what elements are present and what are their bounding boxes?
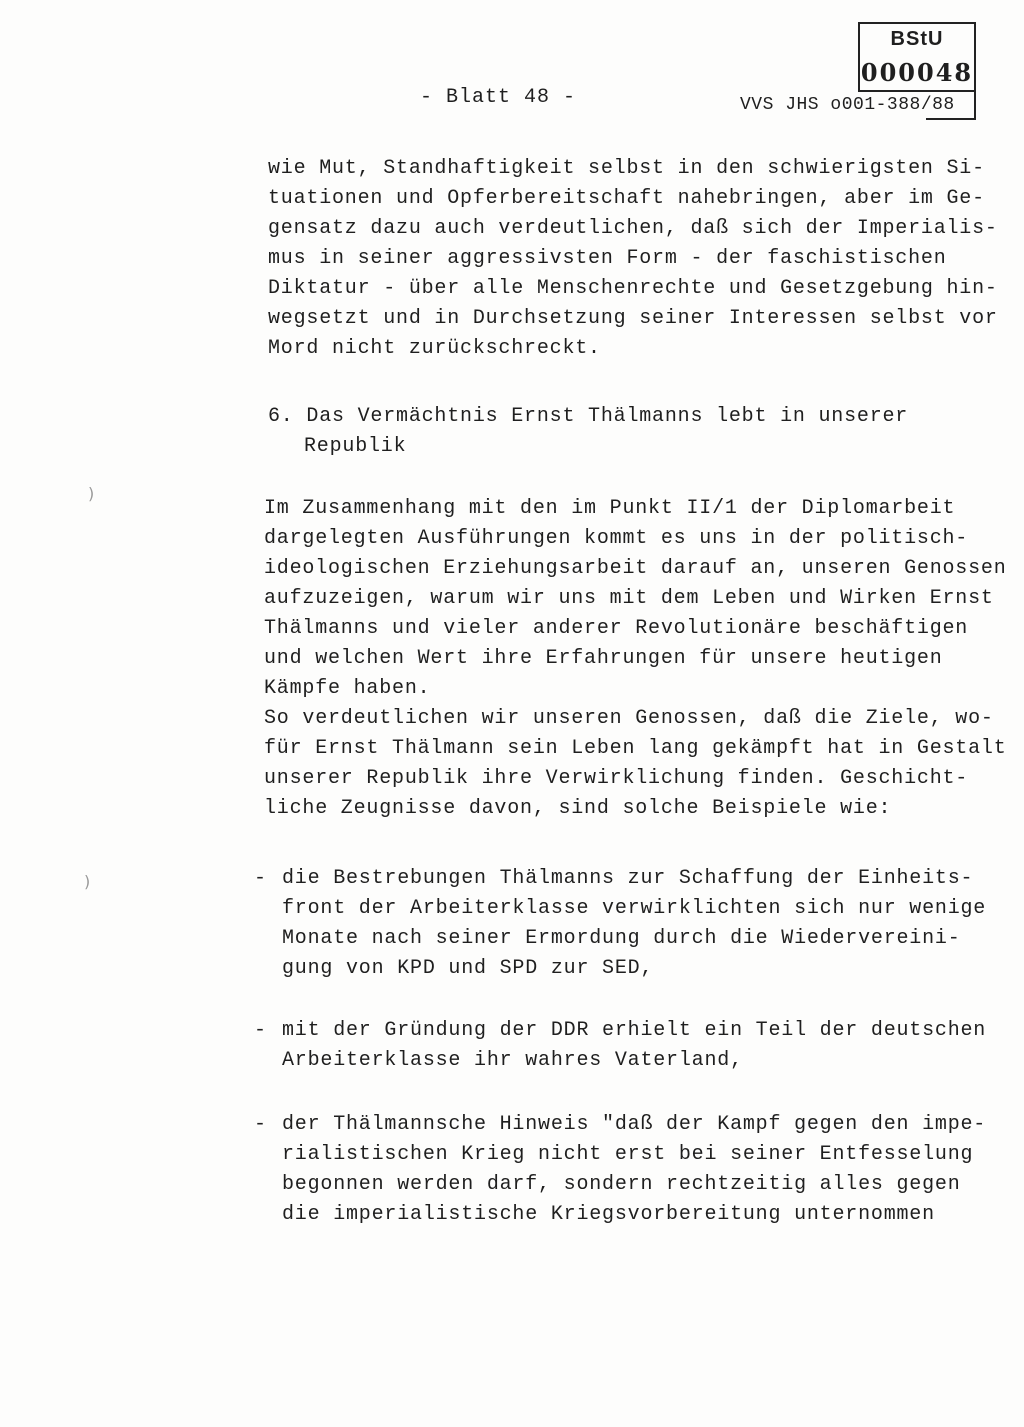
text-line: dargelegten Ausführungen kommt es uns in der politisch-	[264, 527, 969, 550]
text-line: mit der Gründung der DDR erhielt ein Teil der deutschen	[282, 1019, 987, 1042]
text-line: front der Arbeiterklasse verwirklichten sich nur wenige	[282, 897, 987, 920]
list-item	[254, 1016, 986, 1076]
text-line: wie Mut, Standhaftigkeit selbst in den schwierigsten Si-	[268, 157, 985, 180]
margin-scan-mark: )	[88, 484, 95, 503]
archive-stamp	[858, 22, 976, 92]
text-line: mus in seiner aggressivsten Form - der faschistischen	[268, 247, 947, 270]
page-label: - Blatt 48 -	[420, 86, 577, 109]
text-line: und welchen Wert ihre Erfahrungen für unsere heutigen	[264, 647, 943, 670]
body-paragraph	[264, 494, 1007, 824]
text-line: Im Zusammenhang mit den im Punkt II/1 der Diplomarbeit	[264, 497, 956, 520]
text-line: ideologischen Erziehungsarbeit darauf an, unseren Genossen	[264, 557, 1007, 580]
text-line: So verdeutlichen wir unseren Genossen, daß die Ziele, wo-	[264, 707, 994, 730]
text-line: Kämpfe haben.	[264, 677, 431, 700]
bullet-dash: -	[254, 1113, 267, 1136]
stamp-number: 000048	[860, 58, 974, 87]
header-rule-horizontal	[926, 118, 976, 120]
bullet-dash: -	[254, 1019, 267, 1042]
intro-paragraph	[268, 154, 998, 364]
list-item	[254, 864, 986, 984]
header-rule-vertical	[974, 22, 976, 120]
text-line: gensatz dazu auch verdeutlichen, daß sich der Imperialis-	[268, 217, 998, 240]
section-heading	[268, 402, 908, 462]
text-line: tuationen und Opferbereitschaft nahebringen, aber im Ge-	[268, 187, 985, 210]
stamp-label: BStU	[890, 28, 944, 50]
text-line: die imperialistische Kriegsvorbereitung unternommen	[282, 1203, 935, 1226]
text-line: Mord nicht zurückschreckt.	[268, 337, 601, 360]
list-item	[254, 1110, 986, 1230]
heading-line: 6. Das Vermächtnis Ernst Thälmanns lebt in unserer	[268, 405, 909, 428]
text-line: rialistischen Krieg nicht erst bei seiner Entfesselung	[282, 1143, 974, 1166]
text-line: die Bestrebungen Thälmanns zur Schaffung der Einheits-	[282, 867, 974, 890]
text-line: liche Zeugnisse davon, sind solche Beispiele wie:	[264, 797, 892, 820]
text-line: Monate nach seiner Ermordung durch die Wiedervereini-	[282, 927, 961, 950]
text-line: gung von KPD und SPD zur SED,	[282, 957, 654, 980]
reference-number: VVS JHS o001-388/88	[740, 95, 955, 115]
text-line: Diktatur - über alle Menschenrechte und Gesetzgebung hin-	[268, 277, 998, 300]
text-line: unserer Republik ihre Verwirklichung finden. Geschicht-	[264, 767, 969, 790]
bullet-dash: -	[254, 867, 267, 890]
text-line: Arbeiterklasse ihr wahres Vaterland,	[282, 1049, 743, 1072]
heading-line: Republik	[304, 435, 407, 458]
text-line: der Thälmannsche Hinweis "daß der Kampf gegen den impe-	[282, 1113, 987, 1136]
text-line: für Ernst Thälmann sein Leben lang gekämpft hat in Gestalt	[264, 737, 1007, 760]
text-line: aufzuzeigen, warum wir uns mit dem Leben und Wirken Ernst	[264, 587, 994, 610]
text-line: begonnen werden darf, sondern rechtzeitig alles gegen	[282, 1173, 961, 1196]
text-line: wegsetzt und in Durchsetzung seiner Interessen selbst vor	[268, 307, 998, 330]
text-line: Thälmanns und vieler anderer Revolutionäre beschäftigen	[264, 617, 969, 640]
margin-scan-mark: )	[84, 872, 91, 891]
